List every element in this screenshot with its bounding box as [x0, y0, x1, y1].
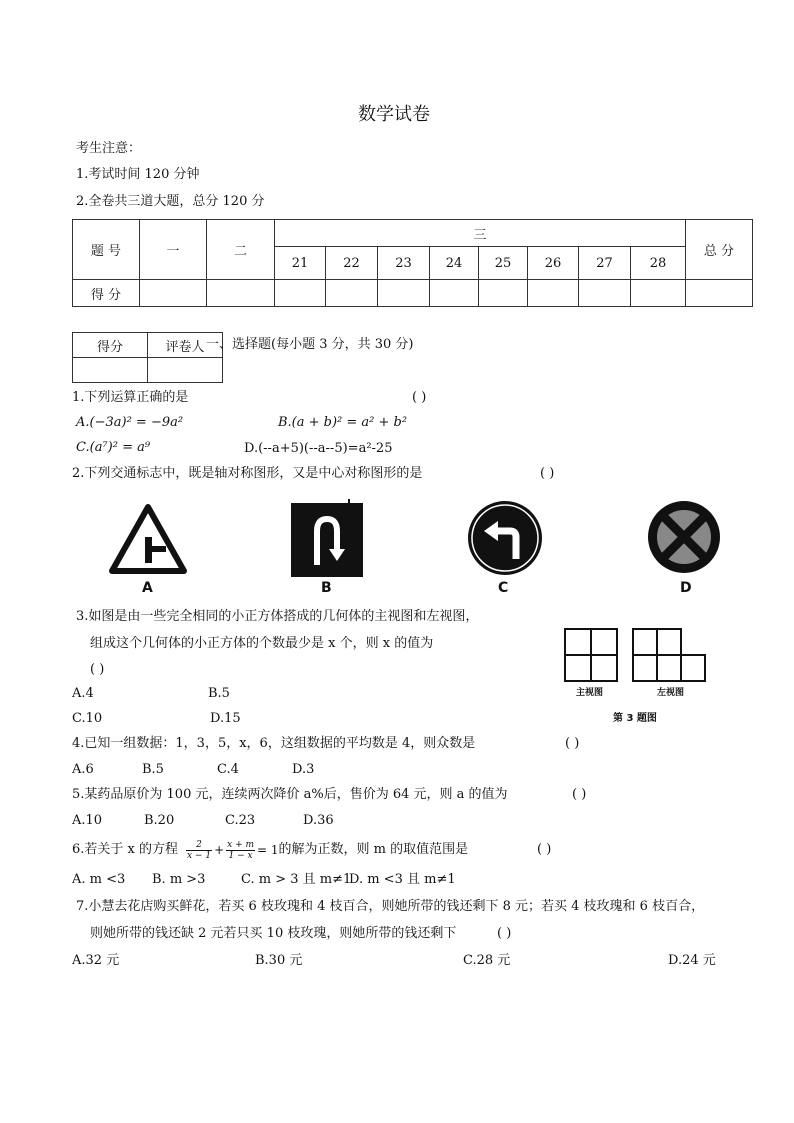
grader-box — [72, 332, 223, 383]
q6-stem-before: 6.若关于 x 的方程 — [72, 842, 178, 857]
q2-stem: 2.下列交通标志中，既是轴对称图形，又是中心对称图形的是 — [72, 466, 423, 481]
u-turn-sign-icon[interactable] — [289, 499, 365, 579]
q1-option-c[interactable]: C.(a⁷)² = a⁹ — [76, 440, 151, 455]
score-cell[interactable] — [207, 280, 275, 307]
q7-option-a[interactable]: A.32 元 — [72, 953, 120, 968]
page-title: 数学试卷 — [358, 104, 430, 125]
note-1: 1.考试时间 120 分钟 — [76, 167, 200, 182]
q4-option-d[interactable]: D.3 — [292, 762, 315, 777]
q5-bracket[interactable]: ( ) — [572, 787, 587, 802]
grader-name-label: 评卷人 — [148, 333, 223, 358]
sign-label-c: C — [498, 580, 509, 596]
q1-option-b[interactable]: B.(a + b)² = a² + b² — [278, 415, 408, 430]
col-23: 23 — [378, 247, 430, 280]
score-cell[interactable] — [528, 280, 579, 307]
grader-name-cell[interactable] — [148, 358, 223, 383]
q6-stem-row — [72, 836, 468, 864]
note-2: 2.全卷共三道大题，总分 120 分 — [76, 194, 265, 209]
q3-bracket[interactable]: ( ) — [90, 662, 105, 677]
q7-line1: 7.小慧去花店购买鲜花，若买 6 枝玫瑰和 4 枝百合，则她所带的钱还剩下 8 元；若买 4 枝玫瑰和 6 枝百合， — [76, 899, 705, 914]
q4-bracket[interactable]: ( ) — [565, 736, 580, 751]
score-cell[interactable] — [686, 280, 753, 307]
q1-option-d[interactable]: D.(--a+5)(--a--5)=a²-25 — [244, 441, 393, 456]
col-one: 一 — [140, 220, 207, 280]
q3-option-c[interactable]: C.10 — [72, 711, 103, 726]
q6-plus: + — [214, 843, 225, 857]
q4-option-b[interactable]: B.5 — [142, 762, 164, 777]
q6-stem-after: 的解为正数，则 m 的取值范围是 — [278, 842, 469, 857]
triangle-sign-icon[interactable] — [108, 503, 188, 575]
q5-option-d[interactable]: D.36 — [303, 813, 334, 828]
col-two: 二 — [207, 220, 275, 280]
col-total: 总 分 — [686, 220, 753, 280]
q3-option-b[interactable]: B.5 — [208, 686, 230, 701]
q6-bracket[interactable]: ( ) — [537, 842, 552, 857]
q3-line1: 3.如图是由一些完全相同的小正方体搭成的几何体的主视图和左视图， — [76, 609, 479, 624]
col-26: 26 — [528, 247, 579, 280]
q5-option-a[interactable]: A.10 — [72, 813, 103, 828]
grader-score-cell[interactable] — [73, 358, 148, 383]
row-label-score: 得 分 — [73, 280, 140, 307]
grader-score-label: 得分 — [73, 333, 148, 358]
col-28: 28 — [631, 247, 686, 280]
q1-stem: 1.下列运算正确的是 — [72, 390, 189, 405]
q2-bracket[interactable]: ( ) — [540, 466, 555, 481]
section-1-title: 一、选择题(每小题 3 分，共 30 分) — [206, 337, 414, 352]
score-cell[interactable] — [631, 280, 686, 307]
q5-option-b[interactable]: B.20 — [144, 813, 175, 828]
q1-bracket[interactable]: ( ) — [412, 390, 427, 405]
score-cell[interactable] — [579, 280, 631, 307]
col-22: 22 — [326, 247, 378, 280]
score-cell[interactable] — [479, 280, 528, 307]
sign-label-a: A — [142, 580, 153, 596]
q6-equals: = 1 — [257, 843, 279, 857]
q7-option-c[interactable]: C.28 元 — [463, 953, 511, 968]
score-cell[interactable] — [326, 280, 378, 307]
q3-option-d[interactable]: D.15 — [210, 711, 241, 726]
score-cell[interactable] — [140, 280, 207, 307]
sign-label-d: D — [680, 580, 692, 596]
sign-label-b: B — [321, 580, 332, 596]
q4-option-a[interactable]: A.6 — [72, 762, 94, 777]
q3-line2: 组成这个几何体的小正方体的个数最少是 x 个，则 x 的值为 — [90, 636, 434, 651]
col-21: 21 — [275, 247, 326, 280]
q6-fraction-2: $\frac{x + m}{1 - x}$ — [227, 839, 255, 861]
col-three: 三 — [275, 220, 686, 247]
notice-label: 考生注意： — [76, 141, 142, 156]
q6-fraction-1: $\frac{2}{x - 1}$ — [187, 839, 212, 861]
row-label-number: 题 号 — [73, 220, 140, 280]
q7-option-d[interactable]: D.24 元 — [668, 953, 716, 968]
score-cell[interactable] — [275, 280, 326, 307]
q5-stem: 5.某药品原价为 100 元，连续两次降价 a%后，售价为 64 元，则 a 的值为 — [72, 787, 508, 802]
score-table — [72, 219, 753, 307]
score-cell[interactable] — [430, 280, 479, 307]
q1-option-a[interactable]: A.(−3a)² = −9a² — [76, 415, 184, 430]
q7-option-b[interactable]: B.30 元 — [255, 953, 303, 968]
q7-line2: 则她所带的钱还缺 2 元若只买 10 枝玫瑰，则她所带的钱还剩下 — [90, 926, 457, 941]
left-view-grid — [633, 629, 705, 681]
q6-option-b[interactable]: B. m >3 — [152, 872, 206, 887]
col-27: 27 — [579, 247, 631, 280]
front-view-grid — [565, 629, 617, 681]
q6-option-c[interactable]: C. m > 3 且 m≠1 — [241, 872, 352, 887]
q3-option-a[interactable]: A.4 — [72, 686, 94, 701]
figure-caption: 第 3 题图 — [613, 713, 657, 724]
no-stopping-sign-icon[interactable] — [646, 499, 722, 575]
front-view-label: 主视图 — [576, 688, 604, 698]
left-view-label: 左视图 — [657, 688, 685, 698]
q6-option-a[interactable]: A. m <3 — [72, 872, 126, 887]
left-turn-sign-icon[interactable] — [466, 499, 544, 577]
col-25: 25 — [479, 247, 528, 280]
q4-stem: 4.已知一组数据：1，3，5，x，6，这组数据的平均数是 4，则众数是 — [72, 736, 476, 751]
q7-bracket[interactable]: ( ) — [497, 926, 512, 941]
q3-views-figure — [562, 626, 712, 686]
col-24: 24 — [430, 247, 479, 280]
score-cell[interactable] — [378, 280, 430, 307]
q4-option-c[interactable]: C.4 — [217, 762, 239, 777]
q6-option-d[interactable]: D. m <3 且 m≠1 — [349, 872, 456, 887]
q5-option-c[interactable]: C.23 — [225, 813, 256, 828]
